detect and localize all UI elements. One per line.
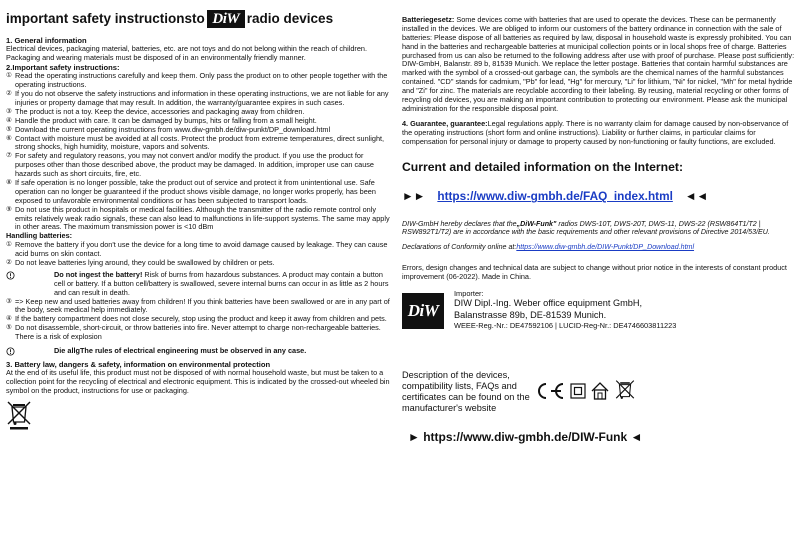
diw-logo: DiW	[207, 10, 245, 28]
list-item: ① Remove the battery if you don't use the device for a long time to avoid damage caused by leakage. They can cause acid burns on skin contact.	[6, 240, 388, 259]
guarantee-text: 4. Guarantee, guarantee:Legal regulations apply. There is no warranty claim for damage caused by non-observance of the operating instructions (short form and online instructions). Liability or further claims, in particular claims for compensation for personal injury or damage to property caused by non-functioning or faulty functions, are excluded.	[402, 118, 789, 146]
warning-circle-icon	[6, 347, 54, 359]
list-item: ② If you do not observe the safety instructions and information in these operating instructions, we are not liable for any injuries or property damage that may result. In addition, the warranty/guarantee expires in such cases.	[6, 89, 389, 107]
list-item: ⑧ If safe operation is no longer possible, take the product out of service and protect it from unintentional use. Safe operation can no longer be guaranteed if the product shows visible damage, no longer works properly, has been exposed to unfavorable environmental conditions or has been subjected to transport loads.	[6, 177, 376, 205]
list-item: ④ Handle the product with care. It can be damaged by bumps, hits or falling from a small height.	[6, 115, 317, 125]
importer-details: Importer: DIW Dipl.-Ing. Weber office equipment GmbH, Balanstrasse 89b, DE-81539 Munich. WEEE-Reg.-Nr.: DE47592106 | LUCID-Reg-Nr.: DE4746603811223	[454, 289, 677, 330]
list-item: ③ => Keep new and used batteries away from children! If you think batteries have been swallowed or are in any part of the body, seek medical help immediately.	[6, 296, 390, 315]
left-column	[6, 0, 390, 430]
declaration-text: DIW-GmbH hereby declares that the„DiW-Funk" radios DWS-10T, DWS-20T, DWS-11, DWS-22 (RSW864T1/T2 | RSW892T1/T2) are in accordance with the basic requirements and other relevant provisions of Directive 2014/53/EU.	[402, 219, 770, 237]
list-item: ⑦ For safety and regulatory reasons, you may not convert and/or modify the product. If you use the product for purposes other than those described above, the product may be damaged. In addition, improper use can cause hazards such as short circuits, fire, etc.	[6, 151, 374, 179]
list-item: ③ The product is not a toy. Keep the device, accessories and packaging away from children.	[6, 106, 305, 116]
section-3-heading: 3. Battery law, dangers & safety, information on environmental protection	[6, 359, 271, 369]
diw-logo: DiW	[402, 293, 444, 329]
arrows-left-icon: ◄◄	[684, 189, 709, 204]
crossed-bin-icon	[614, 379, 636, 406]
diw-funk-link[interactable]: ► https://www.diw-gmbh.de/DIW-Funk ◄	[408, 430, 643, 445]
list-item: ⑤ Do not disassemble, short-circuit, or throw batteries into fire. Never attempt to charge non-rechargeable batteries. There is a risk of explosion	[6, 323, 381, 342]
list-item: ⑤ Download the current operating instructions from www.diw-gmbh.de/diw-punkt/DP_download.html	[6, 124, 331, 134]
faq-link-line	[402, 189, 800, 203]
ce-mark-icon	[532, 381, 566, 404]
electrical-rules-warning	[6, 347, 390, 359]
internet-heading: Current and detailed information on the Internet:	[402, 160, 683, 175]
list-item: ⑥ Contact with moisture must be avoided at all costs. Protect the product from extreme temperatures, direct sunlight, strong shocks, high humidity, moisture, vapors and solvents.	[6, 133, 385, 152]
list-item: ② Do not leave batteries lying around, they could be swallowed by children or pets.	[6, 257, 275, 267]
conformity-link[interactable]: https://www.diw-gmbh.de/DIW-Punkt/DP_Download.html	[516, 243, 695, 252]
certification-marks	[532, 379, 636, 406]
crossed-bin-icon	[6, 400, 32, 430]
footer-info	[402, 370, 800, 414]
faq-link[interactable]: https://www.diw-gmbh.de/FAQ_index.html	[437, 189, 673, 204]
list-item: ④ If the battery compartment does not close securely, stop using the product and keep it away from children and pets.	[6, 314, 387, 324]
page-title	[6, 8, 390, 30]
section-1-text: Electrical devices, packaging material, batteries, etc. are not toys and do not belong within the reach of children. Packaging and wearing materials must be disposed of in an environmentally friendly manner.	[6, 44, 367, 63]
list-item: ① Read the operating instructions carefully and keep them. Only pass the product on to other people together with the operating instructions.	[6, 71, 388, 90]
section-3-text: At the end of its useful life, this product must not be disposed of with normal household waste, but must be taken to a collection point for the recycling of electrical and electronic equipment. This is indicated by the crossed-out wheeled bin symbol on the product, instructions for use or packaging.	[6, 368, 390, 395]
title-suffix: radio devices	[246, 10, 334, 26]
section-1-heading: 1. General information	[6, 36, 87, 45]
errors-note: Errors, design changes and technical data are subject to change without prior notice in the interests of constant product improvement (06-2022). Made in China.	[402, 262, 787, 281]
warning-circle-icon	[6, 271, 54, 283]
importer-block	[402, 289, 800, 330]
arrows-right-icon: ►►	[402, 189, 426, 204]
list-item: ⑨ Do not use this product in hospitals or medical facilities. Although the transmitter of the radio remote control only emits relatively weak radio signals, these can also lead to malfunctions in life-support systems. The same may apply in other areas. The maximum transmission power is <10 dBm	[6, 204, 390, 232]
section-2-heading: 2.Important safety instructions:	[6, 63, 120, 73]
ingest-warning	[6, 271, 390, 298]
double-insulation-icon	[570, 383, 586, 402]
handling-heading: Handling batteries:	[6, 231, 73, 241]
conformity-line: Declarations of Conformity online at:https://www.diw-gmbh.de/DIW-Punkt/DP_Download.html	[402, 243, 695, 252]
right-column	[402, 0, 800, 445]
battery-law-text: Batteriegesetz: Some devices come with batteries that are used to operate the devices. These can be permanently installed in the devices. We are obliged to inform our customers of the battery ordinance in connection with the sale of batteries: Please dispose of all batteries as required by law, disposal in household waste is expressly prohibited. You can hand in the batteries and rechargeable batteries at municipal collection points or in local shops free of charge. Batteries purchased from us can also be returned to the following address after use with proof of purchase. Please post sufficiently: DIW-GmbH, Balanstr. 89 b, 81539 Munich. We replace the letter postage. Batteries that contain harmful substances are marked with the symbol of a crossed-out garbage can, the symbols are the chemical names of the harmful substances contained. "CD" stands for cadmium, "Pb" for lead, "Hg" for mercury, "Li" for lithium, "Ni" for nickel, "Mh" for metal hydride and "Zi" for zinc. The materials are recyclable according to their labeling. By reusing, material recycling or other forms of recycling old devices, you are making an important contribution to protecting our environment. Please ask the municipal administration for the responsible disposal point.	[402, 15, 795, 113]
safety-list	[6, 72, 390, 232]
title-prefix: important safety instructionsto	[6, 10, 205, 26]
electrical-rules-text: Die allgThe rules of electrical engineering must be observed in any case.	[54, 346, 307, 355]
footer-description: Description of the devices, compatibility lists, FAQs and certificates can be found on the manufacturer's website	[402, 369, 530, 414]
indoor-use-icon	[590, 381, 610, 404]
ingest-warning-text: Do not ingest the battery! Risk of burns from hazardous substances. A product may contain a button cell or battery. If a button cell/battery is swallowed, severe internal burns can occur in as little as 2 hours and can result in death.	[54, 269, 389, 297]
